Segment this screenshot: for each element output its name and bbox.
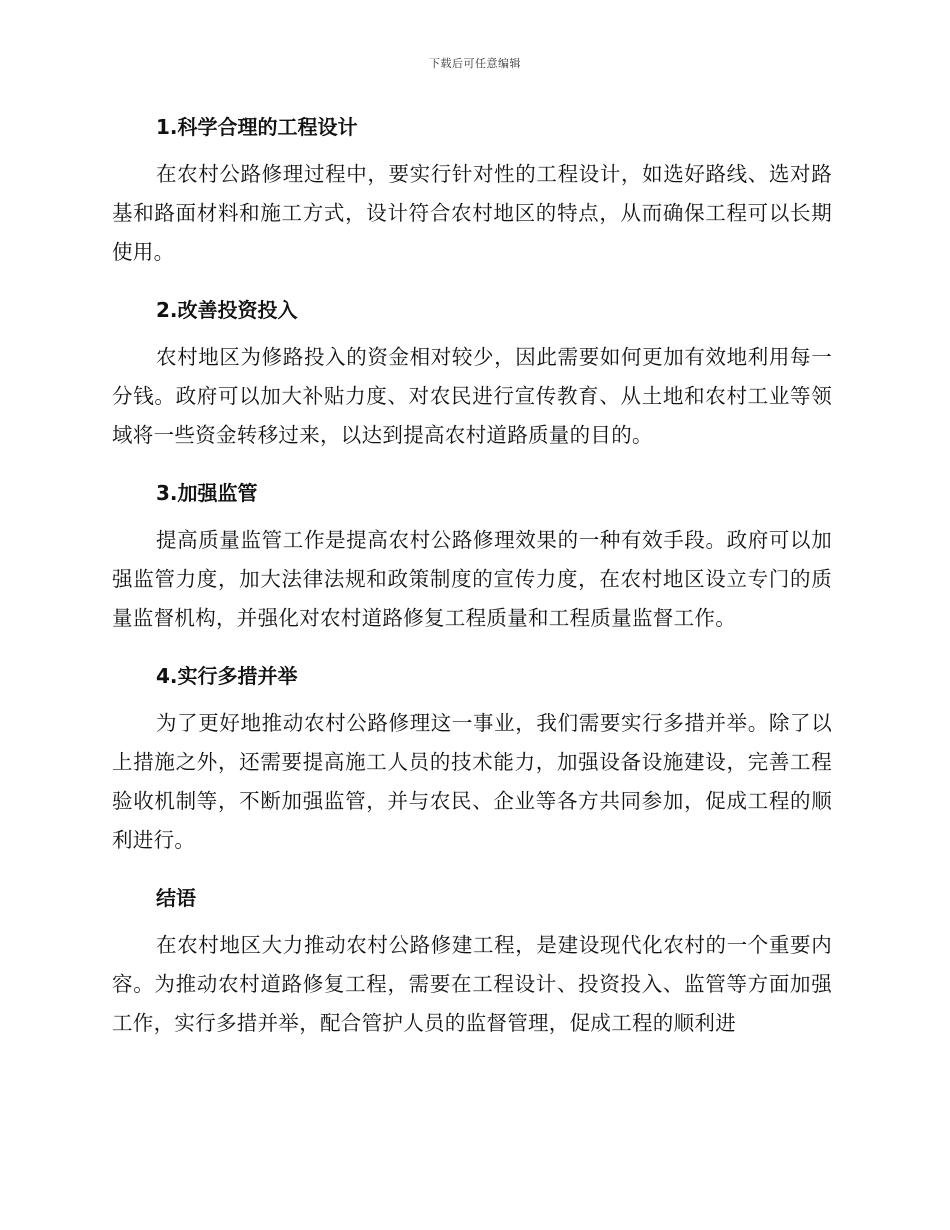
section-heading: 2.改善投资投入 <box>156 298 298 322</box>
section-heading: 结语 <box>156 886 196 910</box>
section-conclusion <box>112 879 832 1043</box>
section-paragraph: 在农村地区大力推动农村公路修建工程，是建设现代化农村的一个重要内容。为推动农村道路修复工程，需要在工程设计、投资投入、监管等方面加强工作，实行多措并举，配合管护人员的监督管理，促成工程的顺利进 <box>112 933 832 1035</box>
section-multiple-measures <box>112 657 832 860</box>
section-investment <box>112 291 832 455</box>
section-paragraph: 为了更好地推动农村公路修理这一事业，我们需要实行多措并举。除了以上措施之外，还需要提高施工人员的技术能力，加强设备设施建设，完善工程验收机制等，不断加强监管，并与农民、企业等各方共同参加，促成工程的顺利进行。 <box>112 711 832 852</box>
section-supervision <box>112 474 832 638</box>
section-engineering-design <box>112 108 832 272</box>
section-paragraph: 在农村公路修理过程中，要实行针对性的工程设计，如选好路线、选对路基和路面材料和施工方式，设计符合农村地区的特点，从而确保工程可以长期使用。 <box>112 162 832 264</box>
section-paragraph: 农村地区为修路投入的资金相对较少，因此需要如何更加有效地利用每一分钱。政府可以加大补贴力度、对农民进行宣传教育、从土地和农村工业等领域将一些资金转移过来，以达到提高农村道路质量的目的。 <box>112 345 832 447</box>
section-heading: 3.加强监管 <box>156 481 258 505</box>
section-paragraph: 提高质量监管工作是提高农村公路修理效果的一种有效手段。政府可以加强监管力度，加大法律法规和政策制度的宣传力度，在农村地区设立专门的质量监督机构，并强化对农村道路修复工程质量和工程质量监督工作。 <box>112 528 832 630</box>
section-heading: 4.实行多措并举 <box>156 664 298 688</box>
page-header-note: 下载后可任意编辑 <box>429 57 521 70</box>
document-body <box>112 108 832 1062</box>
section-heading: 1.科学合理的工程设计 <box>156 115 358 139</box>
